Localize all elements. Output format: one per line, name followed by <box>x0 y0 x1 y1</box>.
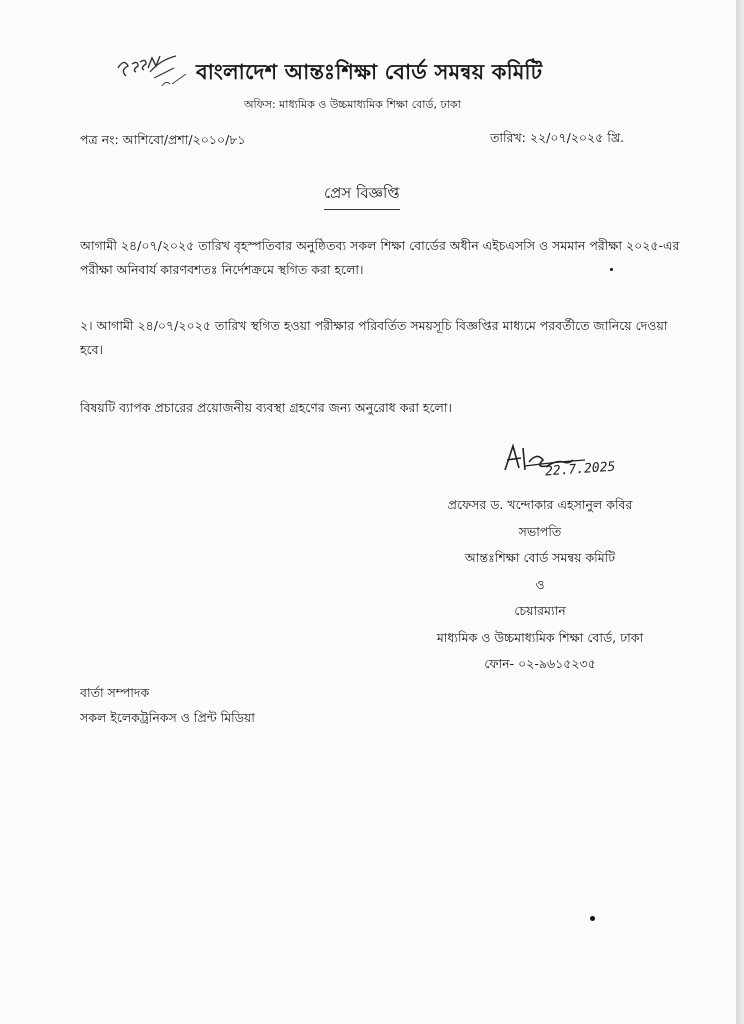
office-address: অফিস: মাধ্যমিক ও উচ্চমাধ্যমিক শিক্ষা বোর্ড, ঢাকা <box>244 98 461 111</box>
signatory-committee: আন্তঃশিক্ষা বোর্ড সমন্বয় কমিটি <box>464 550 616 565</box>
handwritten-seen-note <box>110 38 200 98</box>
recipient-line-1: বার্তা সম্পাদক <box>80 685 150 700</box>
recipient-block <box>80 680 255 730</box>
ink-speck <box>610 268 613 271</box>
signature-date: 22.7.2025 <box>544 459 616 480</box>
paragraph-1: আগামী ২৪/০৭/২০২৫ তারিখ বৃহস্পতিবার অনুষ্ঠিতব্য সকল শিক্ষা বোর্ডের অধীন এইচএসসি ও সমমান পরীক্ষা ২০২৫-এর পরীক্ষা অনিবার্য কারণবশতঃ নির্দেশক্রমে স্থগিত করা হলো। <box>80 238 680 277</box>
signatory-conjunction: ও <box>535 576 545 592</box>
issue-date: তারিখ: ২২/০৭/২০২৫ খ্রি. <box>490 130 625 145</box>
signatory-phone: ফোন- ০২-৯৬১৫২৩৫ <box>484 656 596 671</box>
ink-speck <box>590 916 595 921</box>
organization-title: বাংলাদেশ আন্তঃশিক্ষা বোর্ড সমন্বয় কমিটি <box>196 60 543 84</box>
signatory-role-chairman: সভাপতি <box>518 523 562 539</box>
signatory-role-board-chairman: চেয়ারম্যান <box>514 603 566 618</box>
recipient-line-2: সকল ইলেকট্রনিকস ও প্রিন্ট মিডিয়া <box>80 710 255 725</box>
signatory-name: প্রফেসর ড. খন্দোকার এহসানুল কবির <box>447 497 633 512</box>
signatory-board: মাধ্যমিক ও উচ্চমাধ্যমিক শিক্ষা বোর্ড, ঢাকা <box>436 629 644 645</box>
press-release-heading: প্রেস বিজ্ঞপ্তি <box>324 182 400 210</box>
signatory-block <box>410 492 670 678</box>
scan-edge <box>736 0 744 1024</box>
paragraph-2: ২। আগামী ২৪/০৭/২০২৫ তারিখ স্থগিত হওয়া পরীক্ষার পরিবর্তিত সময়সূচি বিজ্ঞপ্তির মাধ্যমে পরবর্তীতে জানিয়ে দেওয়া হবে। <box>80 318 668 357</box>
memo-number: পত্র নং: আশিবো/প্রশা/২০১০/৮১ <box>80 132 246 147</box>
paragraph-3: বিষয়টি ব্যাপক প্রচারের প্রয়োজনীয় ব্যবস্থা গ্রহণের জন্য অনুরোধ করা হলো। <box>80 400 452 415</box>
